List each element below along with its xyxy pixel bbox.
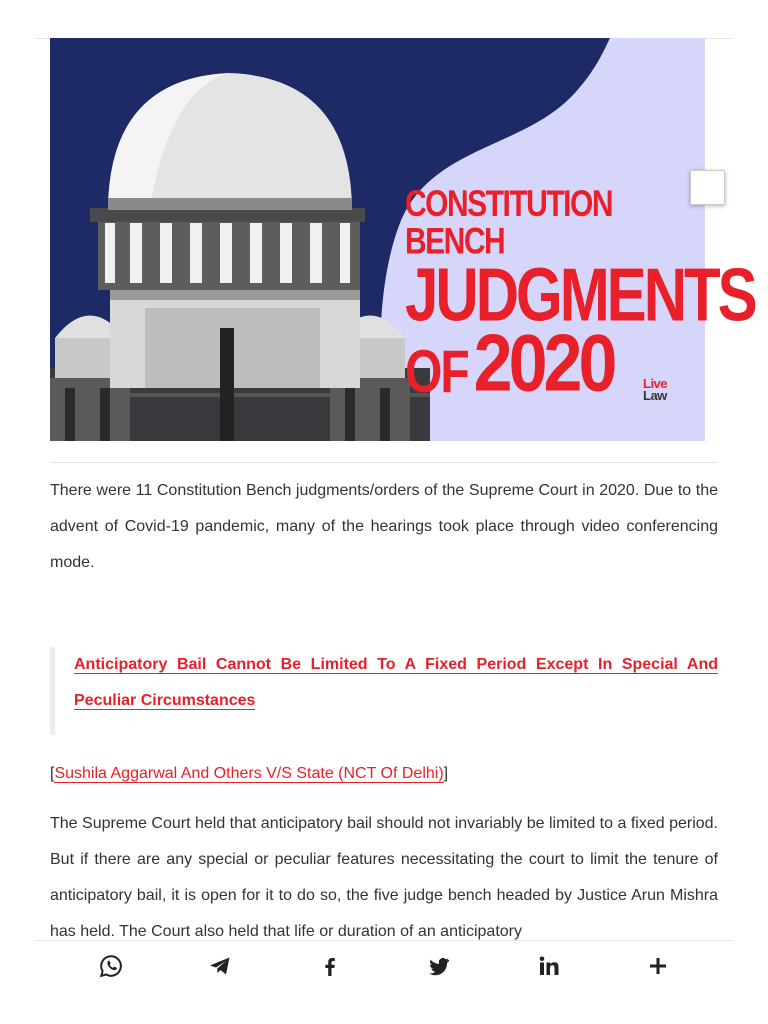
case-citation [50,756,448,792]
whatsapp-icon [99,954,123,978]
twitter-icon [427,954,451,978]
hero-of: OF [405,339,468,406]
hero-line1: CONSTITUTION BENCH [405,183,612,263]
hero-year: 2020 [473,317,614,408]
telegram-share-button[interactable] [200,946,240,986]
hero-headline [405,183,755,408]
section-heading-link[interactable]: Anticipatory Bail Cannot Be Limited To A Fixed Period Except In Special And Peculiar Circumstances [74,656,718,709]
more-plus-icon [646,954,670,978]
twitter-share-button[interactable] [419,946,459,986]
case-bracket-close: ] [443,765,449,782]
brand-bottom: Law [643,388,667,403]
livelaw-logo [643,378,667,402]
facebook-share-button[interactable] [310,946,350,986]
brand-top: Live [643,376,668,391]
body-paragraph: The Supreme Court held that anticipatory bail should not invariably be limited to a fixed period. But if there are any special or peculiar features necessitating the court to limit the tenure of anticipatory bail, it is open for it to do so, the five judge bench headed by Justice Arun Mishra has held. The Court also held that life or duration of an anticipatory [50,815,718,940]
facebook-icon [318,954,342,978]
content-divider [50,462,718,463]
whatsapp-share-button[interactable] [91,946,131,986]
case-link[interactable]: Sushila Aggarwal And Others V/S State (NCT Of Delhi) [54,765,444,782]
linkedin-share-button[interactable] [529,946,569,986]
share-bar [36,940,733,990]
more-share-button[interactable] [638,946,678,986]
hero-line2: JUDGMENTS [405,253,755,337]
hero-image [50,38,755,441]
ad-placeholder-box[interactable] [690,170,725,205]
linkedin-icon [537,954,561,978]
telegram-icon [208,954,232,978]
intro-paragraph: There were 11 Constitution Bench judgments/orders of the Supreme Court in 2020. Due to the advent of Covid-19 pandemic, many of the hearings took place through video conferencing mode. [50,482,718,571]
section-heading-quote [50,647,718,735]
case-bracket-open: [ [50,765,55,782]
